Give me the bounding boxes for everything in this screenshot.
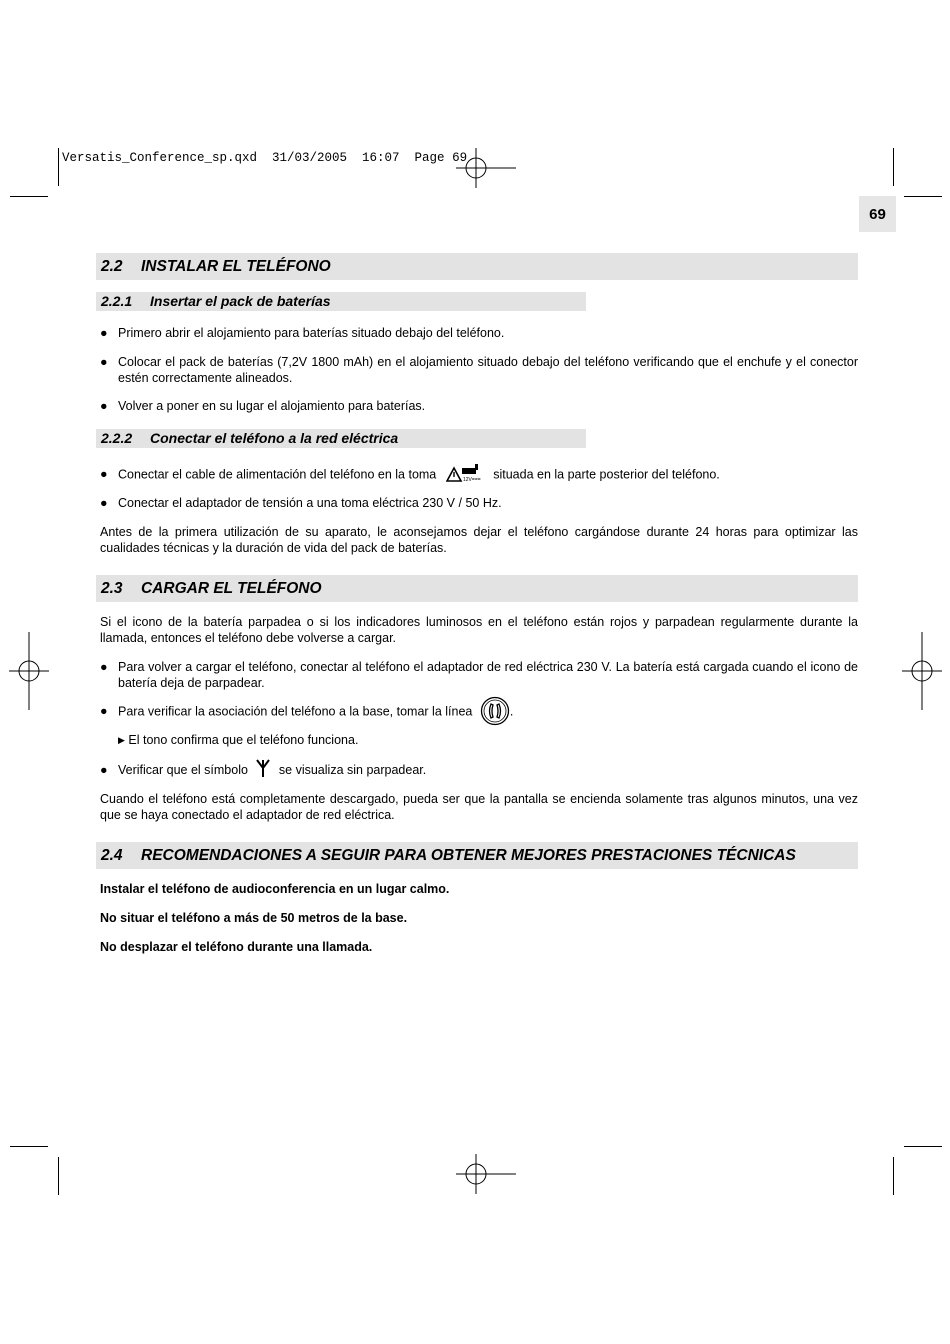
section-heading-2-3 — [96, 575, 858, 602]
recommendation-line: No desplazar el teléfono durante una llamada. — [100, 940, 373, 954]
subsection-title: Conectar el teléfono a la red eléctrica — [150, 430, 399, 446]
page-number: 69 — [859, 196, 896, 232]
bullet-icon: ● — [100, 467, 108, 481]
section-number: 2.3 — [101, 580, 123, 597]
section-number: 2.2 — [101, 258, 123, 275]
power-socket-icon — [446, 463, 484, 483]
bullet-icon: ● — [100, 496, 108, 510]
subsection-number: 2.2.2 — [101, 430, 133, 446]
arrow-right-icon: ▶ — [118, 735, 125, 745]
svg-text:12V===: 12V=== — [462, 477, 481, 483]
recommendation-line: Instalar el teléfono de audioconferencia en un lugar calmo. — [100, 882, 450, 896]
registration-mark-right — [902, 632, 942, 710]
bullet-icon: ● — [100, 660, 108, 674]
subsection-heading-2-2-2 — [96, 429, 586, 448]
section-heading-2-4 — [96, 842, 858, 869]
print-slug: Versatis_Conference_sp.qxd 31/03/2005 16:07 Page 69 — [62, 151, 468, 165]
paragraph: Antes de la primera utilización de su aparato, le aconsejamos dejar el teléfono cargándose durante 24 horas para optimizar las cualidades técnicas y la duración de vida del pack de baterías. — [100, 525, 858, 555]
section-heading-2-2 — [96, 253, 858, 280]
recommendation-line: No situar el teléfono a más de 50 metros de la base. — [100, 911, 408, 925]
section-number: 2.4 — [101, 847, 123, 864]
subsection-heading-2-2-1 — [96, 292, 586, 311]
section-title: CARGAR EL TELÉFONO — [141, 580, 322, 597]
subsection-title: Insertar el pack de baterías — [150, 293, 331, 309]
bullet-icon: ● — [100, 763, 108, 777]
phone-line-icon — [480, 696, 510, 726]
bullet-icon: ● — [100, 355, 108, 369]
paragraph: Cuando el teléfono está completamente descargado, pueda ser que la pantalla se encienda solamente tras algunos minutos, una vez que se haya conectado el adaptador de red eléctrica. — [100, 792, 858, 822]
bullet-icon: ● — [100, 326, 108, 340]
sub-list-item: ▶ El tono confirma que el teléfono funciona. — [118, 733, 359, 747]
registration-mark-left — [9, 632, 49, 710]
section-title: RECOMENDACIONES A SEGUIR PARA OBTENER MEJORES PRESTACIONES TÉCNICAS — [141, 847, 796, 864]
registration-mark-bottom — [456, 1154, 516, 1194]
paragraph: Si el icono de la batería parpadea o si los indicadores luminosos en el teléfono están rojos y parpadean regularmente durante la llamada, entonces el teléfono debe volverse a cargar. — [100, 615, 858, 645]
bullet-icon: ● — [100, 704, 108, 718]
antenna-icon — [255, 758, 271, 778]
section-title: INSTALAR EL TELÉFONO — [141, 258, 331, 275]
subsection-number: 2.2.1 — [101, 293, 133, 309]
bullet-icon: ● — [100, 399, 108, 413]
